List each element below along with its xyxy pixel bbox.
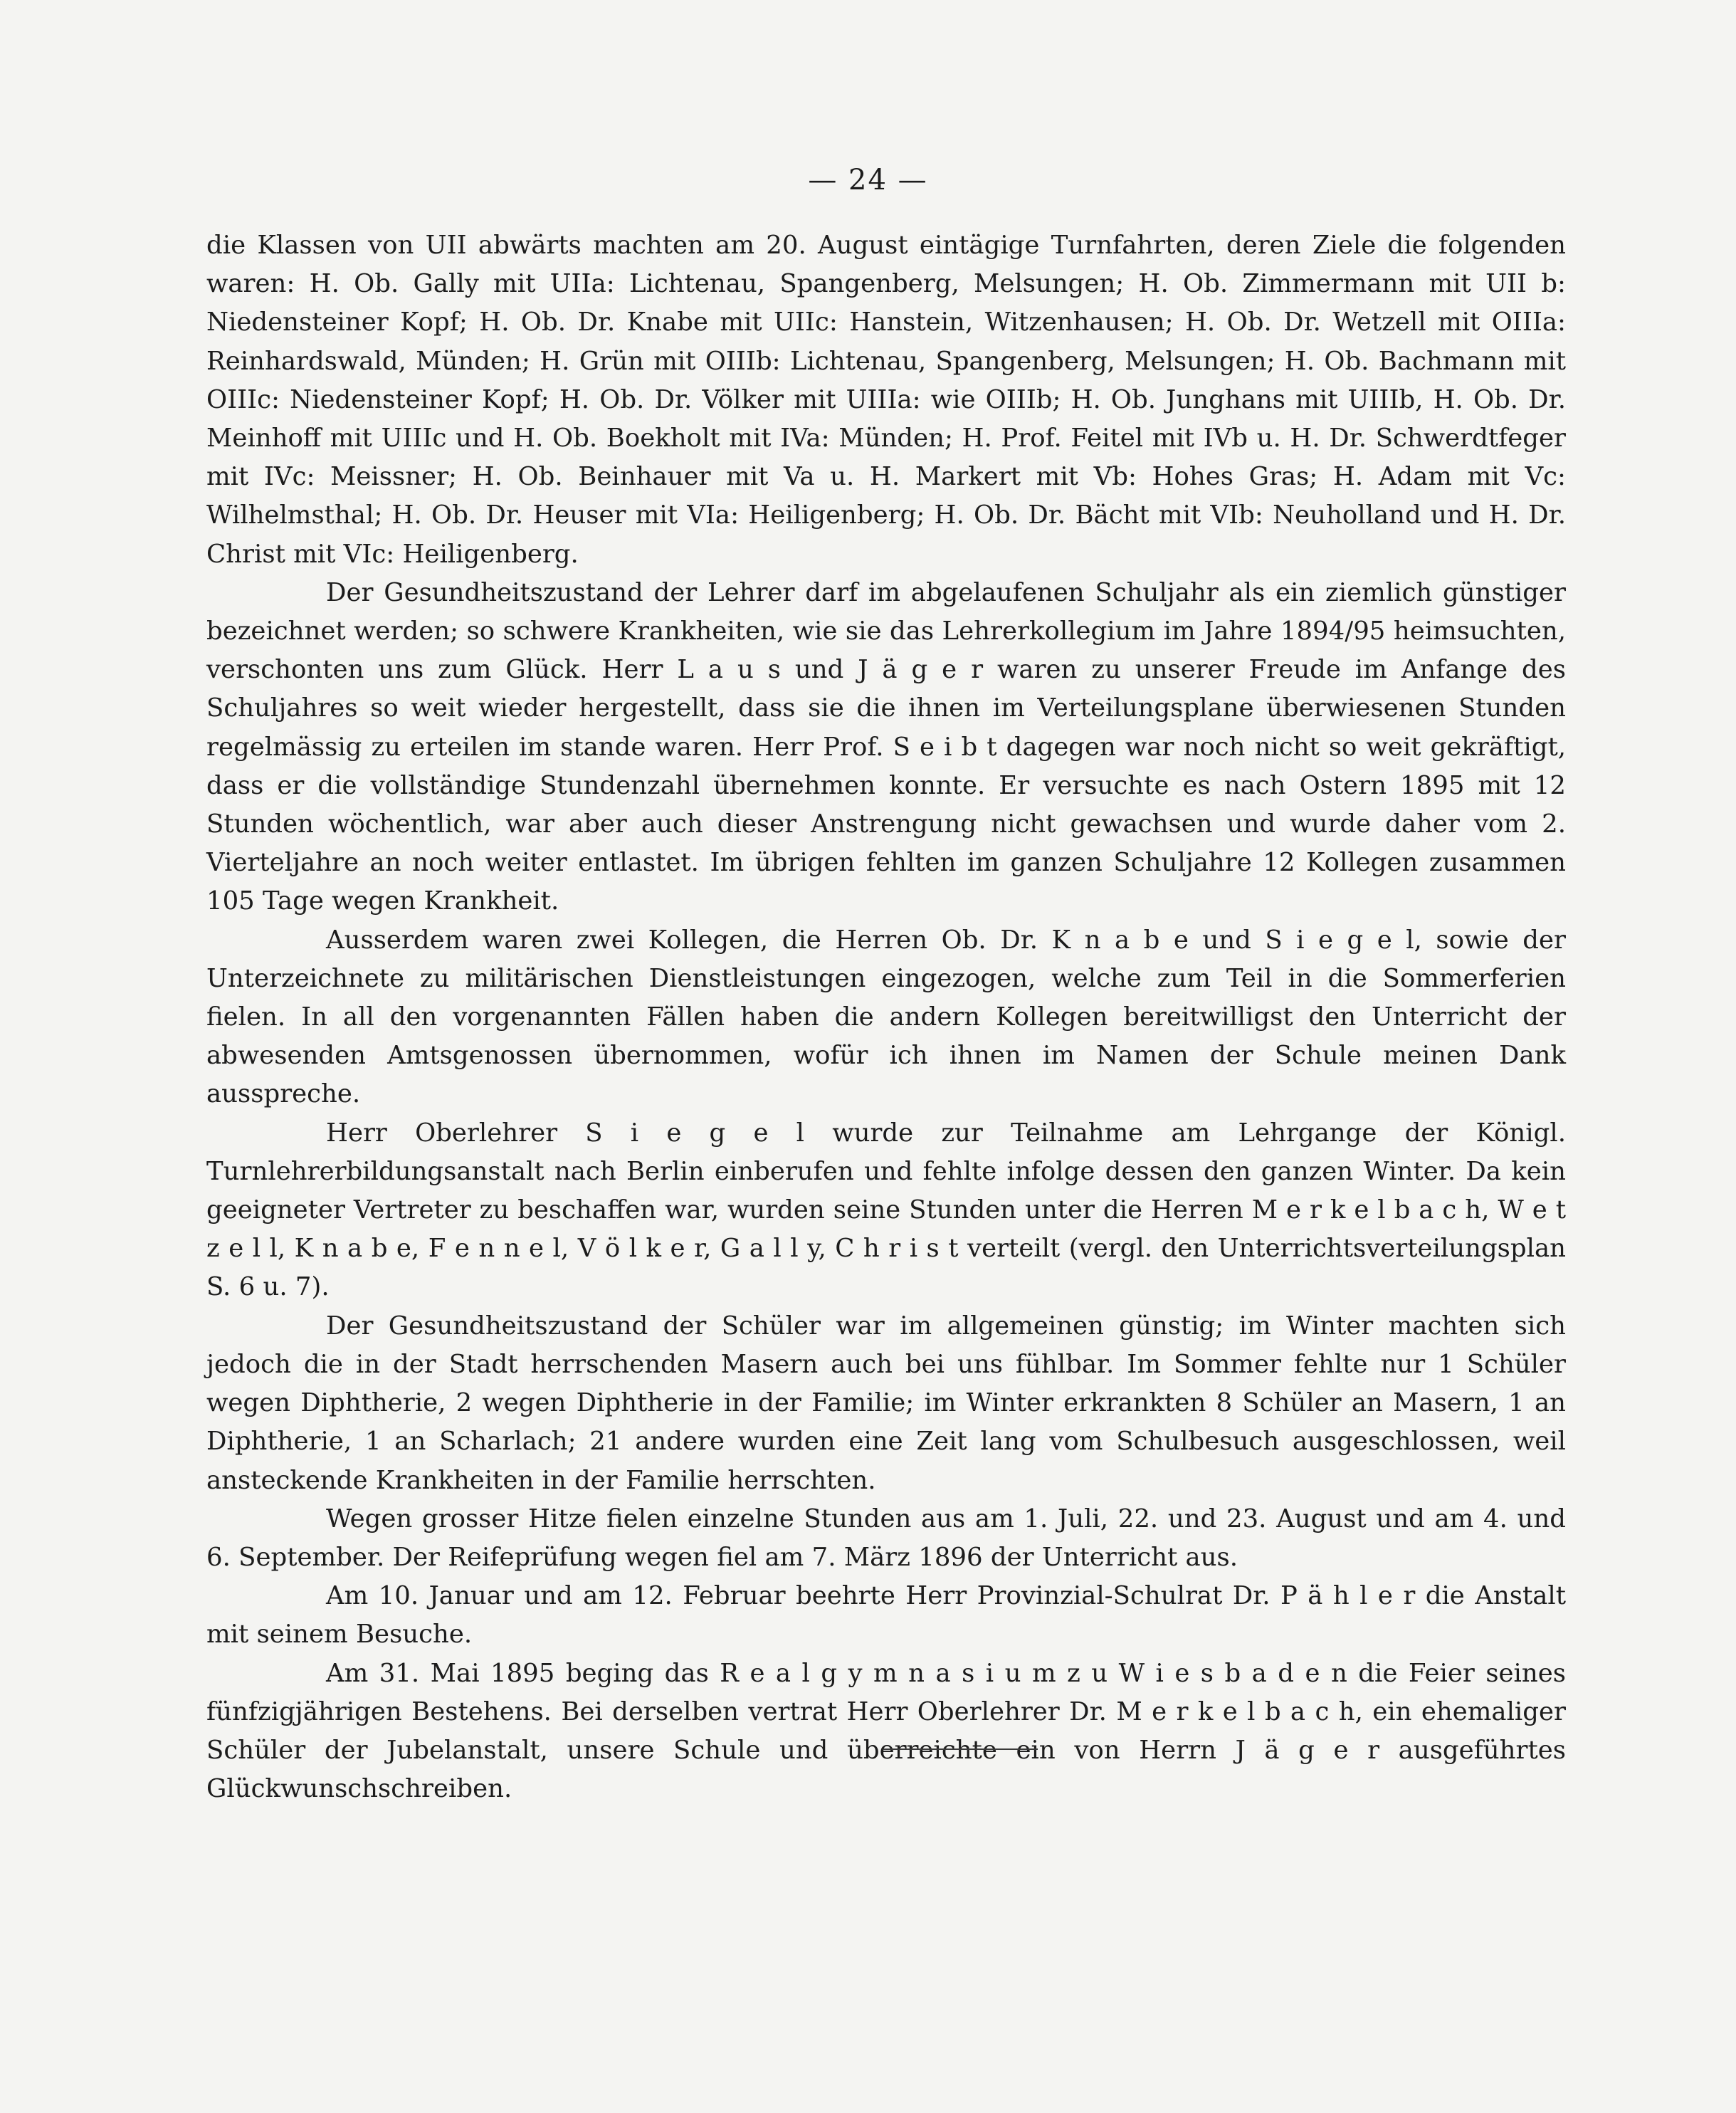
paragraph-student-health: Der Gesundheitszustand der Schüler war im allgemeinen günstig; im Winter machten sich jedoch die in der Stadt herrschenden Masern auch bei uns fühlbar. Im Sommer fehlte nur 1 Schüler wegen Diphtherie, 2 wegen Diphtherie in der Familie; im Winter erkrankten 8 Schüler an Masern, 1 an Diphtherie, 1 an Scharlach; 21 andere wurden eine Zeit lang vom Schulbesuch ausgeschlossen, weil ansteckende Krankheiten in der Familie herrschten. <box>206 1311 1566 1495</box>
body-text <box>206 226 1566 1808</box>
paragraph-anniversary: Am 31. Mai 1895 beging das R e a l g y m n a s i u m z u W i e s b a d e n die Feier seines fünfzigjährigen Bestehens. Bei derselben vertrat Herr Oberlehrer Dr. M e r k e l b a c h, ein ehemaliger Schüler der Jubelanstalt, unsere Schule und überreichte ein von Herrn J ä g e r ausgeführtes Glückwunschschreiben. <box>206 1658 1566 1804</box>
paragraph-school-inspection: Am 10. Januar und am 12. Februar beehrte Herr Provinzial-Schulrat Dr. P ä h l e r die Anstalt mit seinem Besuche. <box>206 1581 1566 1650</box>
paragraph-siegel-berlin: Herr Oberlehrer S i e g e l wurde zur Teilnahme am Lehrgange der Königl. Turnlehrerbildungsanstalt nach Berlin einberufen und fehlte infolge dessen den ganzen Winter. Da kein geeigneter Vertreter zu beschaffen war, wurden seine Stunden unter die Herren M e r k e l b a c h, W e t z e l l, K n a b e, F e n n e l, V ö l k e r, G a l l y, C h r i s t verteilt (vergl. den Unterrichtsverteilungsplan S. 6 u. 7). <box>206 1118 1566 1302</box>
paragraph-excursions: die Klassen von UII abwärts machten am 20. August eintägige Turnfahrten, deren Ziele die folgenden waren: H. Ob. Gally mit UIIa: Lichtenau, Spangenberg, Melsungen; H. Ob. Zimmermann mit UII b: Niedensteiner Kopf; H. Ob. Dr. Knabe mit UIIc: Hanstein, Witzenhausen; H. Ob. Dr. Wetzell mit OIIIa: Reinhardswald, Münden; H. Grün mit OIIIb: Lichtenau, Spangenberg, Melsungen; H. Ob. Bachmann mit OIIIc: Niedensteiner Kopf; H. Ob. Dr. Völker mit UIIIa: wie OIIIb; H. Ob. Junghans mit UIIIb, H. Ob. Dr. Meinhoff mit UIIIc und H. Ob. Boekholt mit IVa: Münden; H. Prof. Feitel mit IVb u. H. Dr. Schwerdtfeger mit IVc: Meissner; H. Ob. Beinhauer mit Va u. H. Markert mit Vb: Hohes Gras; H. Adam mit Vc: Wilhelmsthal; H. Ob. Dr. Heuser mit VIa: Heiligenberg; H. Ob. Dr. Bächt mit VIb: Neuholland und H. Dr. Christ mit VIc: Heiligenberg. <box>206 231 1566 569</box>
section-divider <box>883 1748 1038 1750</box>
paragraph-heat-cancellations: Wegen grosser Hitze fielen einzelne Stunden aus am 1. Juli, 22. und 23. August und am 4. und 6. September. Der Reifeprüfung wegen fiel am 7. März 1896 der Unterricht aus. <box>206 1504 1566 1572</box>
paragraph-military-service: Ausserdem waren zwei Kollegen, die Herren Ob. Dr. K n a b e und S i e g e l, sowie der Unterzeichnete zu militärischen Dienstleistungen eingezogen, welche zum Teil in die Sommerferien fielen. In all den vorgenannten Fällen haben die andern Kollegen bereitwilligst den Unterricht der abwesenden Amtsgenossen übernommen, wofür ich ihnen im Namen der Schule meinen Dank ausspreche. <box>206 925 1566 1109</box>
page-number: — 24 — <box>808 164 928 196</box>
paragraph-teacher-health: Der Gesundheitszustand der Lehrer darf im abgelaufenen Schuljahr als ein ziemlich günstiger bezeichnet werden; so schwere Krankheiten, wie sie das Lehrerkollegium im Jahre 1894/95 heimsuchten, verschonten uns zum Glück. Herr L a u s und J ä g e r waren zu unserer Freude im Anfange des Schuljahres so weit wieder hergestellt, dass sie die ihnen im Verteilungsplane überwiesenen Stunden regelmässig zu erteilen im stande waren. Herr Prof. S e i b t dagegen war noch nicht so weit gekräftigt, dass er die vollständige Stundenzahl übernehmen konnte. Er versuchte es nach Ostern 1895 mit 12 Stunden wöchentlich, war aber auch dieser Anstrengung nicht gewachsen und wurde daher vom 2. Vierteljahre an noch weiter entlastet. Im übrigen fehlten im ganzen Schuljahre 12 Kollegen zusammen 105 Tage wegen Krankheit. <box>206 577 1566 916</box>
